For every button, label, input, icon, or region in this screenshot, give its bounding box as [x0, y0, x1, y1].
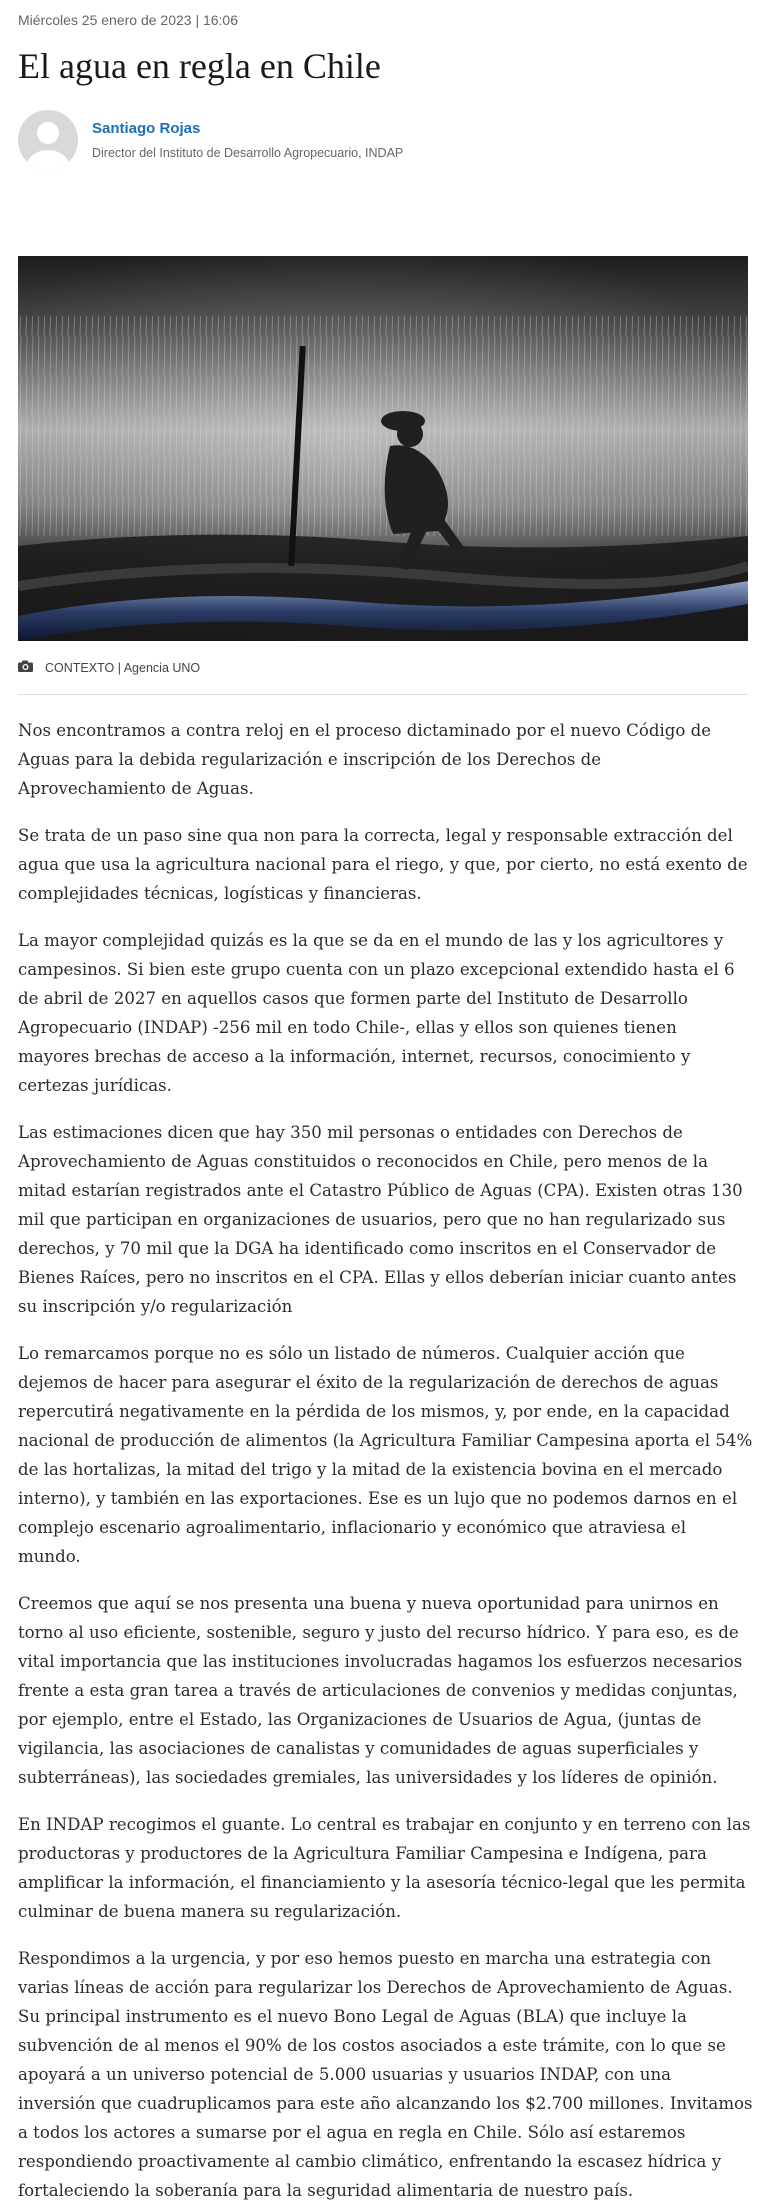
user-silhouette-icon [18, 110, 78, 170]
camera-icon [18, 660, 33, 675]
body-paragraph: Nos encontramos a contra reloj en el proceso dictaminado por el nuevo Código de Aguas para la debida regularización e inscripción de los Derechos de Aprovechamiento de Aguas. [18, 721, 712, 798]
author-info [92, 119, 403, 161]
author-avatar[interactable] [18, 110, 78, 170]
author-byline [18, 110, 403, 170]
article-body [18, 716, 753, 2201]
author-role: Director del Instituto de Desarrollo Agropecuario, INDAP [92, 146, 404, 160]
body-paragraph: Las estimaciones dicen que hay 350 mil personas o entidades con Derechos de Aprovechamiento de Aguas constituidos o reconocidos en Chile, pero menos de la mitad estarían registrados ante el Catastro Público de Aguas (CPA). Existen otras 130 mil que participan en organizaciones de usuarios, pero que no han regularizado sus derechos, y 70 mil que la DGA ha identificado como inscritos en el Conservador de Bienes Raíces, pero no inscritos en el CPA. Ellas y ellos deberían iniciar cuanto antes su inscripción y/o regularización [18, 1123, 743, 1316]
body-paragraph: Lo remarcamos porque no es sólo un listado de números. Cualquier acción que dejemos de hacer para asegurar el éxito de la regularización de derechos de aguas repercutirá negativamente en la pérdida de los mismos, y, por ende, en la capacidad nacional de producción de alimentos (la Agricultura Familiar Campesina aporta el 54% de las hortalizas, la mitad del trigo y la mitad de la existencia bovina en el mercado interno), y también en las exportaciones. Ese es un lujo que no podemos darnos en el complejo escenario agroalimentario, inflacionario y económico que atraviesa el mundo. [18, 1344, 753, 1566]
body-paragraph: En INDAP recogimos el guante. Lo central es trabajar en conjunto y en terreno con las productoras y productores de la Agricultura Familiar Campesina e Indígena, para amplificar la información, el financiamiento y la asesoría técnico-legal que les permita culminar de buena manera su regularización. [18, 1815, 751, 1921]
body-paragraph: Se trata de un paso sine qua non para la correcta, legal y responsable extracción del agua que usa la agricultura nacional para el riego, y que, por cierto, no está exento de complejidades técnicas, logísticas y financieras. [18, 826, 748, 903]
image-caption [18, 660, 200, 675]
body-paragraph: Creemos que aquí se nos presenta una buena y nueva oportunidad para unirnos en torno al uso eficiente, sostenible, seguro y justo del recurso hídrico. Y para eso, es de vital importancia que las instituciones involucradas hagamos los esfuerzos necesarios frente a esta gran tarea a través de articulaciones de convenios y medidas conjuntas, por ejemplo, entre el Estado, las Organizaciones de Usuarios de Agua, (juntas de vigilancia, las asociaciones de canalistas y comunidades de aguas superficiales y subterráneas), las sociedades gremiales, las universidades y los líderes de opinión. [18, 1594, 743, 1787]
caption-divider [18, 694, 748, 695]
body-paragraph: La mayor complejidad quizás es la que se da en el mundo de las y los agricultores y campesinos. Si bien este grupo cuenta con un plazo excepcional extendido hasta el 6 de abril de 2027 en aquellos casos que formen parte del Instituto de Desarrollo Agropecuario (INDAP) -256 mil en todo Chile-, ellas y ellos son quienes tienen mayores brechas de acceso a la información, internet, recursos, conocimiento y certezas jurídicas. [18, 931, 735, 1095]
article-title: El agua en regla en Chile [18, 46, 381, 86]
image-caption-text: CONTEXTO | Agencia UNO [45, 660, 201, 675]
farmer-irrigation-photo [18, 256, 748, 641]
hero-image [18, 256, 748, 641]
body-paragraph: Respondimos a la urgencia, y por eso hemos puesto en marcha una estrategia con varias líneas de acción para regularizar los Derechos de Aprovechamiento de Aguas. Su principal instrumento es el nuevo Bono Legal de Aguas (BLA) que incluye la subvención de al menos el 90% de los costos asociados a este trámite, con lo que se apoyará a un universo potencial de 5.000 usuarias y usuarios INDAP, con una inversión que cuadruplicamos para este año alcanzando los $2.700 millones. Invitamos a todos los actores a sumarse por el agua en regla en Chile. Sólo así estaremos respondiendo proactivamente al cambio climático, enfrentando la escasez hídrica y fortaleciendo la soberanía para la seguridad alimentaria de nuestro país. [18, 1949, 753, 2200]
article-dateline: Miércoles 25 enero de 2023 | 16:06 [18, 12, 239, 28]
author-name-link[interactable]: Santiago Rojas [92, 120, 201, 137]
